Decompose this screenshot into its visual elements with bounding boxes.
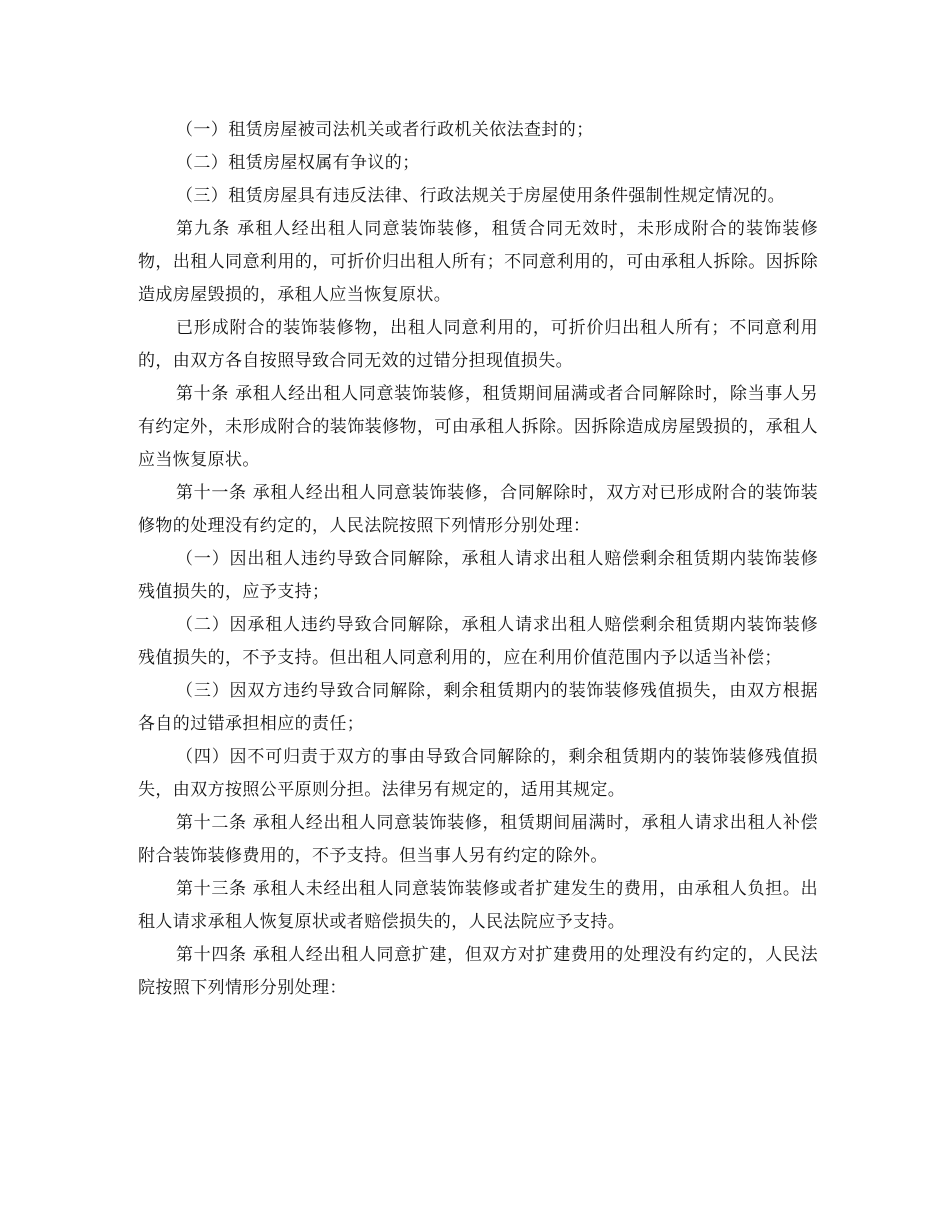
article-9-continuation: 已形成附合的装饰装修物，出租人同意利用的，可折价归出租人所有；不同意利用的，由双方各自按照导致合同无效的过错分担现值损失。 (138, 318, 818, 371)
article-11-item-1: （一）因出租人违约导致合同解除，承租人请求出租人赔偿剩余租赁期内装饰装修残值损失的，应予支持； (138, 549, 818, 602)
paragraph-item-2: （二）租赁房屋权属有争议的； (176, 153, 420, 173)
article-9-paragraph: 第九条 承租人经出租人同意装饰装修，租赁合同无效时，未形成附合的装饰装修物，出租人同意利用的，可折价归出租人所有；不同意利用的，可由承租人拆除。因拆除造成房屋毁损的，承租人应当恢复原状。 (138, 219, 818, 305)
paragraph-item-1: （一）租赁房屋被司法机关或者行政机关依法查封的； (176, 120, 594, 140)
article-11-item-3: （三）因双方违约导致合同解除，剩余租赁期内的装饰装修残值损失，由双方根据各自的过错承担相应的责任； (138, 681, 818, 734)
paragraph-item-3: （三）租赁房屋具有违反法律、行政法规关于房屋使用条件强制性规定情况的。 (176, 186, 785, 206)
document-body (138, 114, 818, 1005)
article-14-paragraph: 第十四条 承租人经出租人同意扩建，但双方对扩建费用的处理没有约定的，人民法院按照下列情形分别处理： (138, 945, 818, 998)
article-11-item-2: （二）因承租人违约导致合同解除，承租人请求出租人赔偿剩余租赁期内装饰装修残值损失的，不予支持。但出租人同意利用的，应在利用价值范围内予以适当补偿； (138, 615, 818, 668)
article-12-paragraph: 第十二条 承租人经出租人同意装饰装修，租赁期间届满时，承租人请求出租人补偿附合装饰装修费用的，不予支持。但当事人另有约定的除外。 (138, 813, 818, 866)
article-10-paragraph: 第十条 承租人经出租人同意装饰装修，租赁期间届满或者合同解除时，除当事人另有约定外，未形成附合的装饰装修物，可由承租人拆除。因拆除造成房屋毁损的，承租人应当恢复原状。 (138, 384, 818, 470)
article-13-paragraph: 第十三条 承租人未经出租人同意装饰装修或者扩建发生的费用，由承租人负担。出租人请求承租人恢复原状或者赔偿损失的，人民法院应予支持。 (138, 879, 818, 932)
article-11-item-4: （四）因不可归责于双方的事由导致合同解除的，剩余租赁期内的装饰装修残值损失，由双方按照公平原则分担。法律另有规定的，适用其规定。 (138, 747, 818, 800)
article-11-paragraph: 第十一条 承租人经出租人同意装饰装修，合同解除时，双方对已形成附合的装饰装修物的处理没有约定的，人民法院按照下列情形分别处理： (138, 483, 818, 536)
